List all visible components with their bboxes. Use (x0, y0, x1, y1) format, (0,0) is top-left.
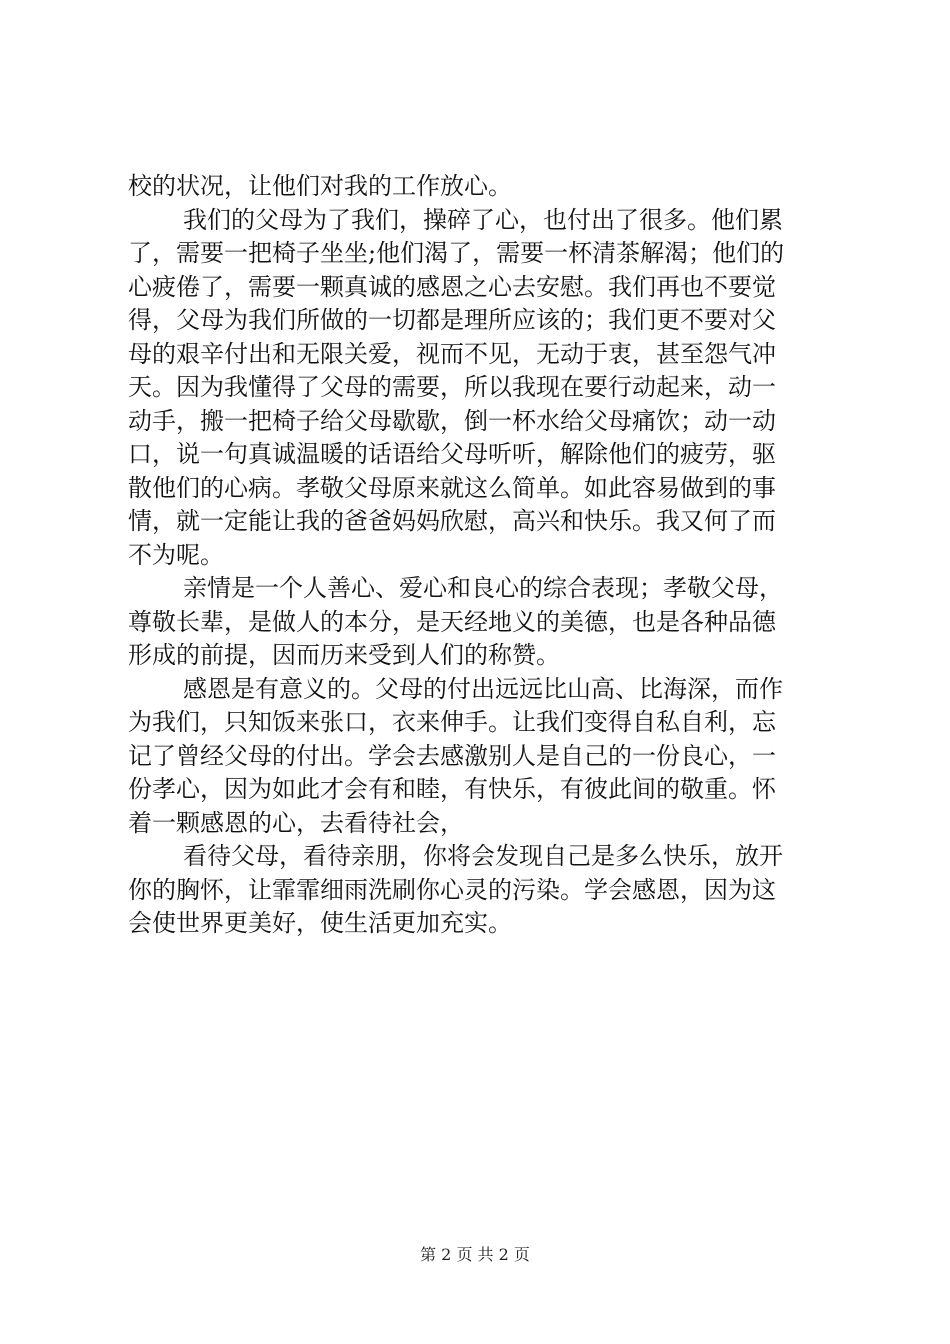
paragraph-start-line: 我们的父母为了我们，操碎了心，也付出了很多。他们累 (183, 205, 783, 234)
text-line: 口，说一句真诚温暖的话语给父母听听，解除他们的疲劳，驱 (128, 440, 776, 468)
text-line: 了，需要一把椅子坐坐;他们渴了，需要一杯清茶解渴；他们的 (128, 239, 785, 267)
document-body (128, 170, 832, 941)
text-line: 你的胸怀，让霏霏细雨洗刷你心灵的污染。学会感恩，因为这 (128, 875, 776, 904)
text-line: 校的状况，让他们对我的工作放心。 (128, 172, 512, 200)
text-line: 形成的前提，因而历来受到人们的称赞。 (128, 641, 560, 669)
text-line: 散他们的心病。孝敬父母原来就这么简单。如此容易做到的事 (128, 473, 776, 502)
text-line: 记了曾经父母的付出。学会去感激别人是自己的一份良心，一 (128, 741, 776, 770)
text-line: 天。因为我懂得了父母的需要，所以我现在要行动起来，动一 (128, 373, 776, 401)
paragraph-start-line: 亲情是一个人善心、爱心和良心的综合表现；孝敬父母， (183, 574, 783, 602)
paragraph-start-line: 看待父母，看待亲朋，你将会发现自己是多么快乐，放开 (183, 842, 783, 870)
text-line: 份孝心，因为如此才会有和睦，有快乐，有彼此间的敬重。怀 (128, 775, 776, 803)
text-line: 尊敬长辈，是做人的本分，是天经地义的美德，也是各种品德 (128, 607, 776, 636)
text-line: 会使世界更美好，使生活更加充实。 (128, 909, 512, 937)
text-line: 动手，搬一把椅子给父母歇歇，倒一杯水给父母痛饮；动一动 (128, 406, 776, 435)
page-number-footer: 第 2 页 共 2 页 (420, 1245, 530, 1264)
text-line: 母的艰辛付出和无限关爱，视而不见，无动于衷，甚至怨气冲 (128, 339, 776, 368)
text-line: 情，就一定能让我的爸爸妈妈欣慰，高兴和快乐。我又何了而 (128, 507, 776, 535)
text-line: 得，父母为我们所做的一切都是理所应该的；我们更不要对父 (128, 306, 776, 334)
paragraph-start-line: 感恩是有意义的。父母的付出远远比山高、比海深，而作 (183, 674, 783, 703)
text-line: 着一颗感恩的心，去看待社会， (128, 808, 464, 837)
text-line: 心疲倦了，需要一颗真诚的感恩之心去安慰。我们再也不要觉 (128, 272, 776, 301)
text-line: 不为呢。 (128, 540, 224, 569)
text-line: 为我们，只知饭来张口，衣来伸手。让我们变得自私自利，忘 (128, 708, 776, 736)
